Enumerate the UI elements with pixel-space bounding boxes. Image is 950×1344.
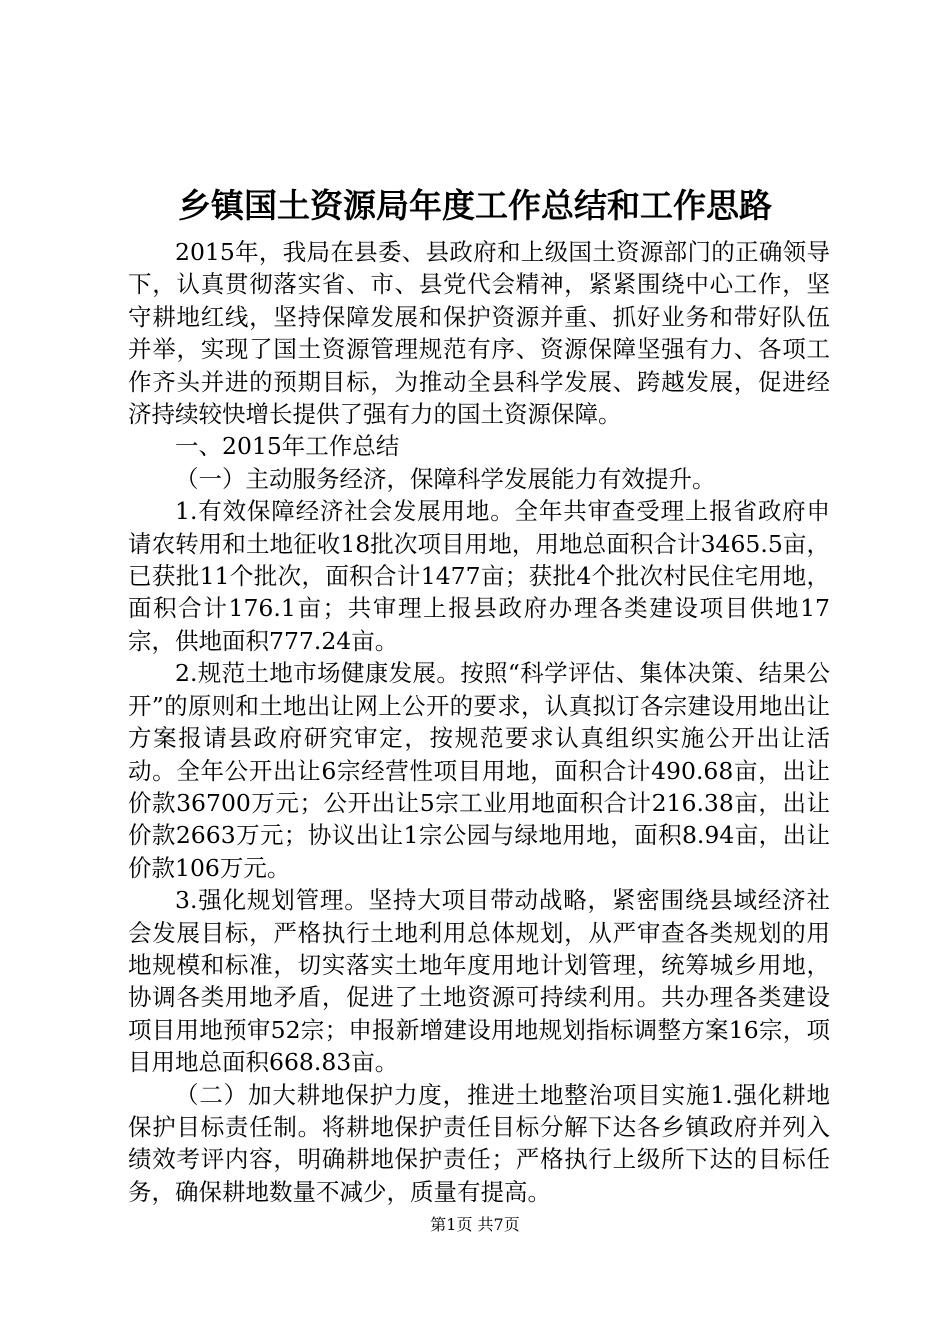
paragraph-farmland-protection: （二）加大耕地保护力度，推进土地整治项目实施1.强化耕地保护目标责任制。将耕地保护责任目标分解下达各乡镇政府并列入绩效考评内容，明确耕地保护责任；严格执行上级所下达的目标任务，确保耕地数量不减少，质量有提高。 [128, 1080, 830, 1206]
page-number: 第1页 共7页 [430, 1215, 520, 1234]
document-title: 乡镇国土资源局年度工作总结和工作思路 [178, 186, 772, 225]
subsection-heading: （一）主动服务经济，保障科学发展能力有效提升。 [175, 464, 716, 493]
paragraph-planning: 3.强化规划管理。坚持大项目带动战略，紧密围绕县域经济社会发展目标，严格执行土地利用总体规划，从严审查各类规划的用地规模和标准，切实落实土地年度用地计划管理，统筹城乡用地，协调各类用地矛盾，促进了土地资源可持续利用。共办理各类建设项目用地预审52宗；申报新增建设用地规划指标调整方案16宗，项目用地总面积668.83亩。 [128, 886, 830, 1077]
document-body [128, 236, 830, 1208]
paragraph-intro: 2015年，我局在县委、县政府和上级国土资源部门的正确领导下，认真贯彻落实省、市、县党代会精神，紧紧围绕中心工作，坚守耕地红线，坚持保障发展和保护资源并重、抓好业务和带好队伍并举，实现了国土资源管理规范有序、资源保障坚强有力、各项工作齐头并进的预期目标，为推动全县科学发展、跨越发展，促进经济持续较快增长提供了强有力的国土资源保障。 [128, 238, 830, 429]
paragraph-land-use: 1.有效保障经济社会发展用地。全年共审查受理上报省政府申请农转用和土地征收18批次项目用地，用地总面积合计3465.5亩，已获批11个批次，面积合计1477亩；获批4个批次村民住宅用地，面积合计176.1亩；共审理上报县政府办理各类建设项目供地17宗，供地面积777.24亩。 [128, 497, 830, 655]
paragraph-land-market: 2.规范土地市场健康发展。按照“科学评估、集体决策、结果公开”的原则和土地出让网上公开的要求，认真拟订各宗建设用地出让方案报请县政府研究审定，按规范要求认真组织实施公开出让活动。全年公开出让6宗经营性项目用地，面积合计490.68亩，出让价款36700万元；公开出让5宗工业用地面积合计216.38亩，出让价款2663万元；协议出让1宗公园与绿地用地，面积8.94亩，出让价款106万元。 [128, 659, 830, 882]
section-heading: 一、2015年工作总结 [175, 432, 400, 461]
